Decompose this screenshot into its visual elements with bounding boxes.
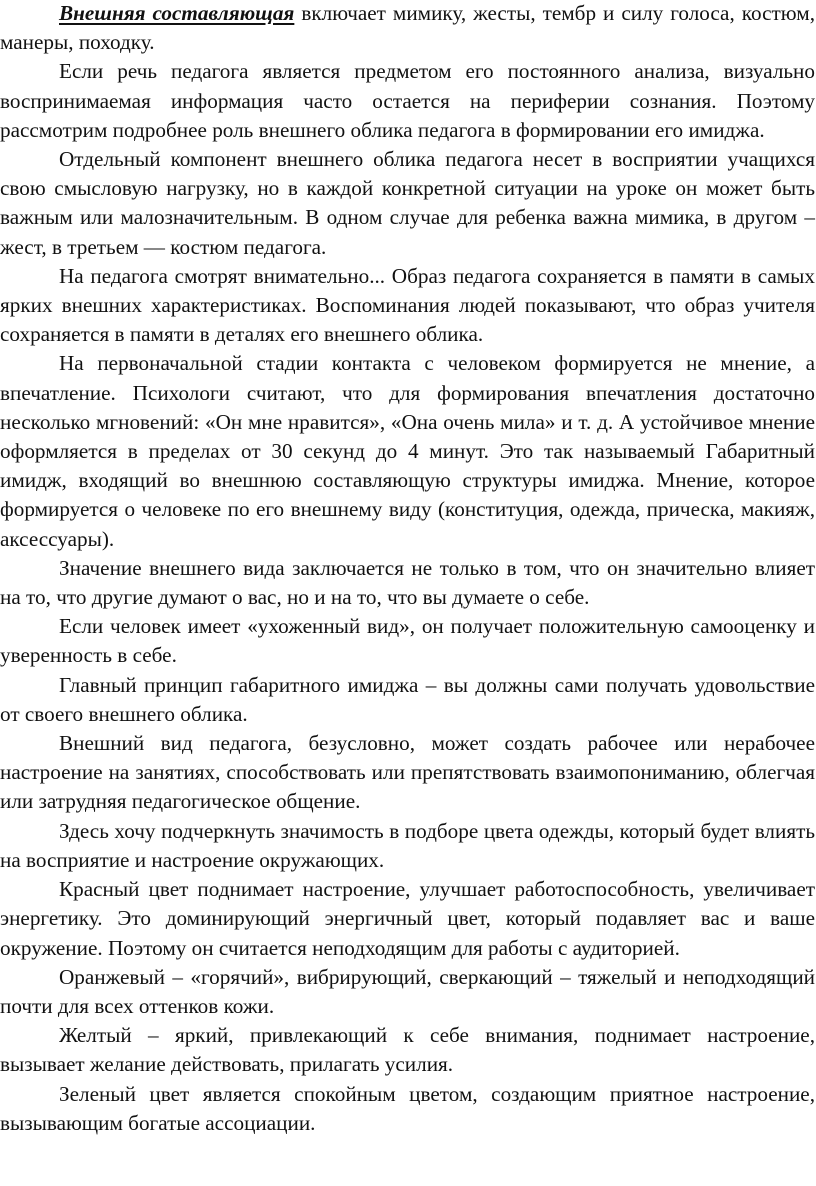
paragraph-appearance-meaning: Значение внешнего вида заключается не только в том, что он значительно влияет на то, что другие думают о вас, но и на то, что вы думаете о себе. bbox=[0, 555, 815, 610]
paragraph-yellow-color: Желтый – яркий, привлекающий к себе внимания, поднимает настроение, вызывает желание действовать, прилагать усилия. bbox=[0, 1023, 815, 1077]
paragraph-clothing-color: Здесь хочу подчеркнуть значимость в подборе цвета одежды, который будет влиять на восприятие и настроение окружающих. bbox=[0, 818, 815, 872]
paragraph-text: включает мимику, жесты, тембр и силу голоса, костюм, манеры, походку. bbox=[0, 1, 815, 55]
paragraph-outer-component bbox=[0, 0, 815, 57]
paragraph-teacher-appearance: Внешний вид педагога, безусловно, может создать рабочее или нерабочее настроение на занятиях, способствовать или препятствовать взаимопониманию, облегчая или затрудняя педагогическое общение. bbox=[0, 731, 815, 814]
paragraph-main-principle: Главный принцип габаритного имиджа – вы должны сами получать удовольствие от своего внешнего облика. bbox=[0, 672, 815, 726]
paragraph-orange-color: Оранжевый – «горячий», вибрирующий, сверкающий – тяжелый и неподходящий почти для всех оттенков кожи. bbox=[0, 964, 815, 1018]
paragraph-green-color: Зеленый цвет является спокойным цветом, создающим приятное настроение, вызывающим богатые ассоциации. bbox=[0, 1081, 815, 1135]
paragraph-teacher-image-memory: На педагога смотрят внимательно... Образ педагога сохраняется в памяти в самых ярких внешних характеристиках. Воспоминания людей показывают, что образ учителя сохраняется в памяти в деталях его внешнего облика. bbox=[0, 263, 815, 347]
paragraph-first-impression: На первоначальной стадии контакта с человеком формируется не мнение, а впечатление. Психологи считают, что для формирования впечатления достаточно несколько мгновений: «Он мне нравится», «Она очень мила» и т. д. А устойчивое мнение оформляется в пределах от 30 секунд до 4 минут. Это так называемый Габаритный имидж, входящий во внешнюю составляющую структуры имиджа. Мнение, которое формируется о человеке по его внешнему виду (конституция, одежда, прическа, макияж, аксессуары). bbox=[0, 351, 815, 551]
paragraph-visual-perception: Если речь педагога является предметом его постоянного анализа, визуально воспринимаемая информация часто остается на периферии сознания. Поэтому рассмотрим подробнее роль внешнего облика педагога в формировании его имиджа. bbox=[0, 59, 815, 142]
paragraph-appearance-component: Отдельный компонент внешнего облика педагога несет в восприятии учащихся свою смысловую нагрузку, но в каждой конкретной ситуации на уроке он может быть важным или малозначительным. В одном случае для ребенка важна мимика, в другом – жест, в третьем — костюм педагога. bbox=[0, 147, 815, 259]
paragraph-groomed-look: Если человек имеет «ухоженный вид», он получает положительную самооценку и уверенность в себе. bbox=[0, 614, 815, 668]
paragraph-red-color: Красный цвет поднимает настроение, улучшает работоспособность, увеличивает энергетику. Это доминирующий энергичный цвет, который подавляет вас и ваше окружение. Поэтому он считается неподходящим для работы с аудиторией. bbox=[0, 877, 815, 960]
lead-term-outer-component: Внешняя составляющая bbox=[59, 1, 295, 25]
